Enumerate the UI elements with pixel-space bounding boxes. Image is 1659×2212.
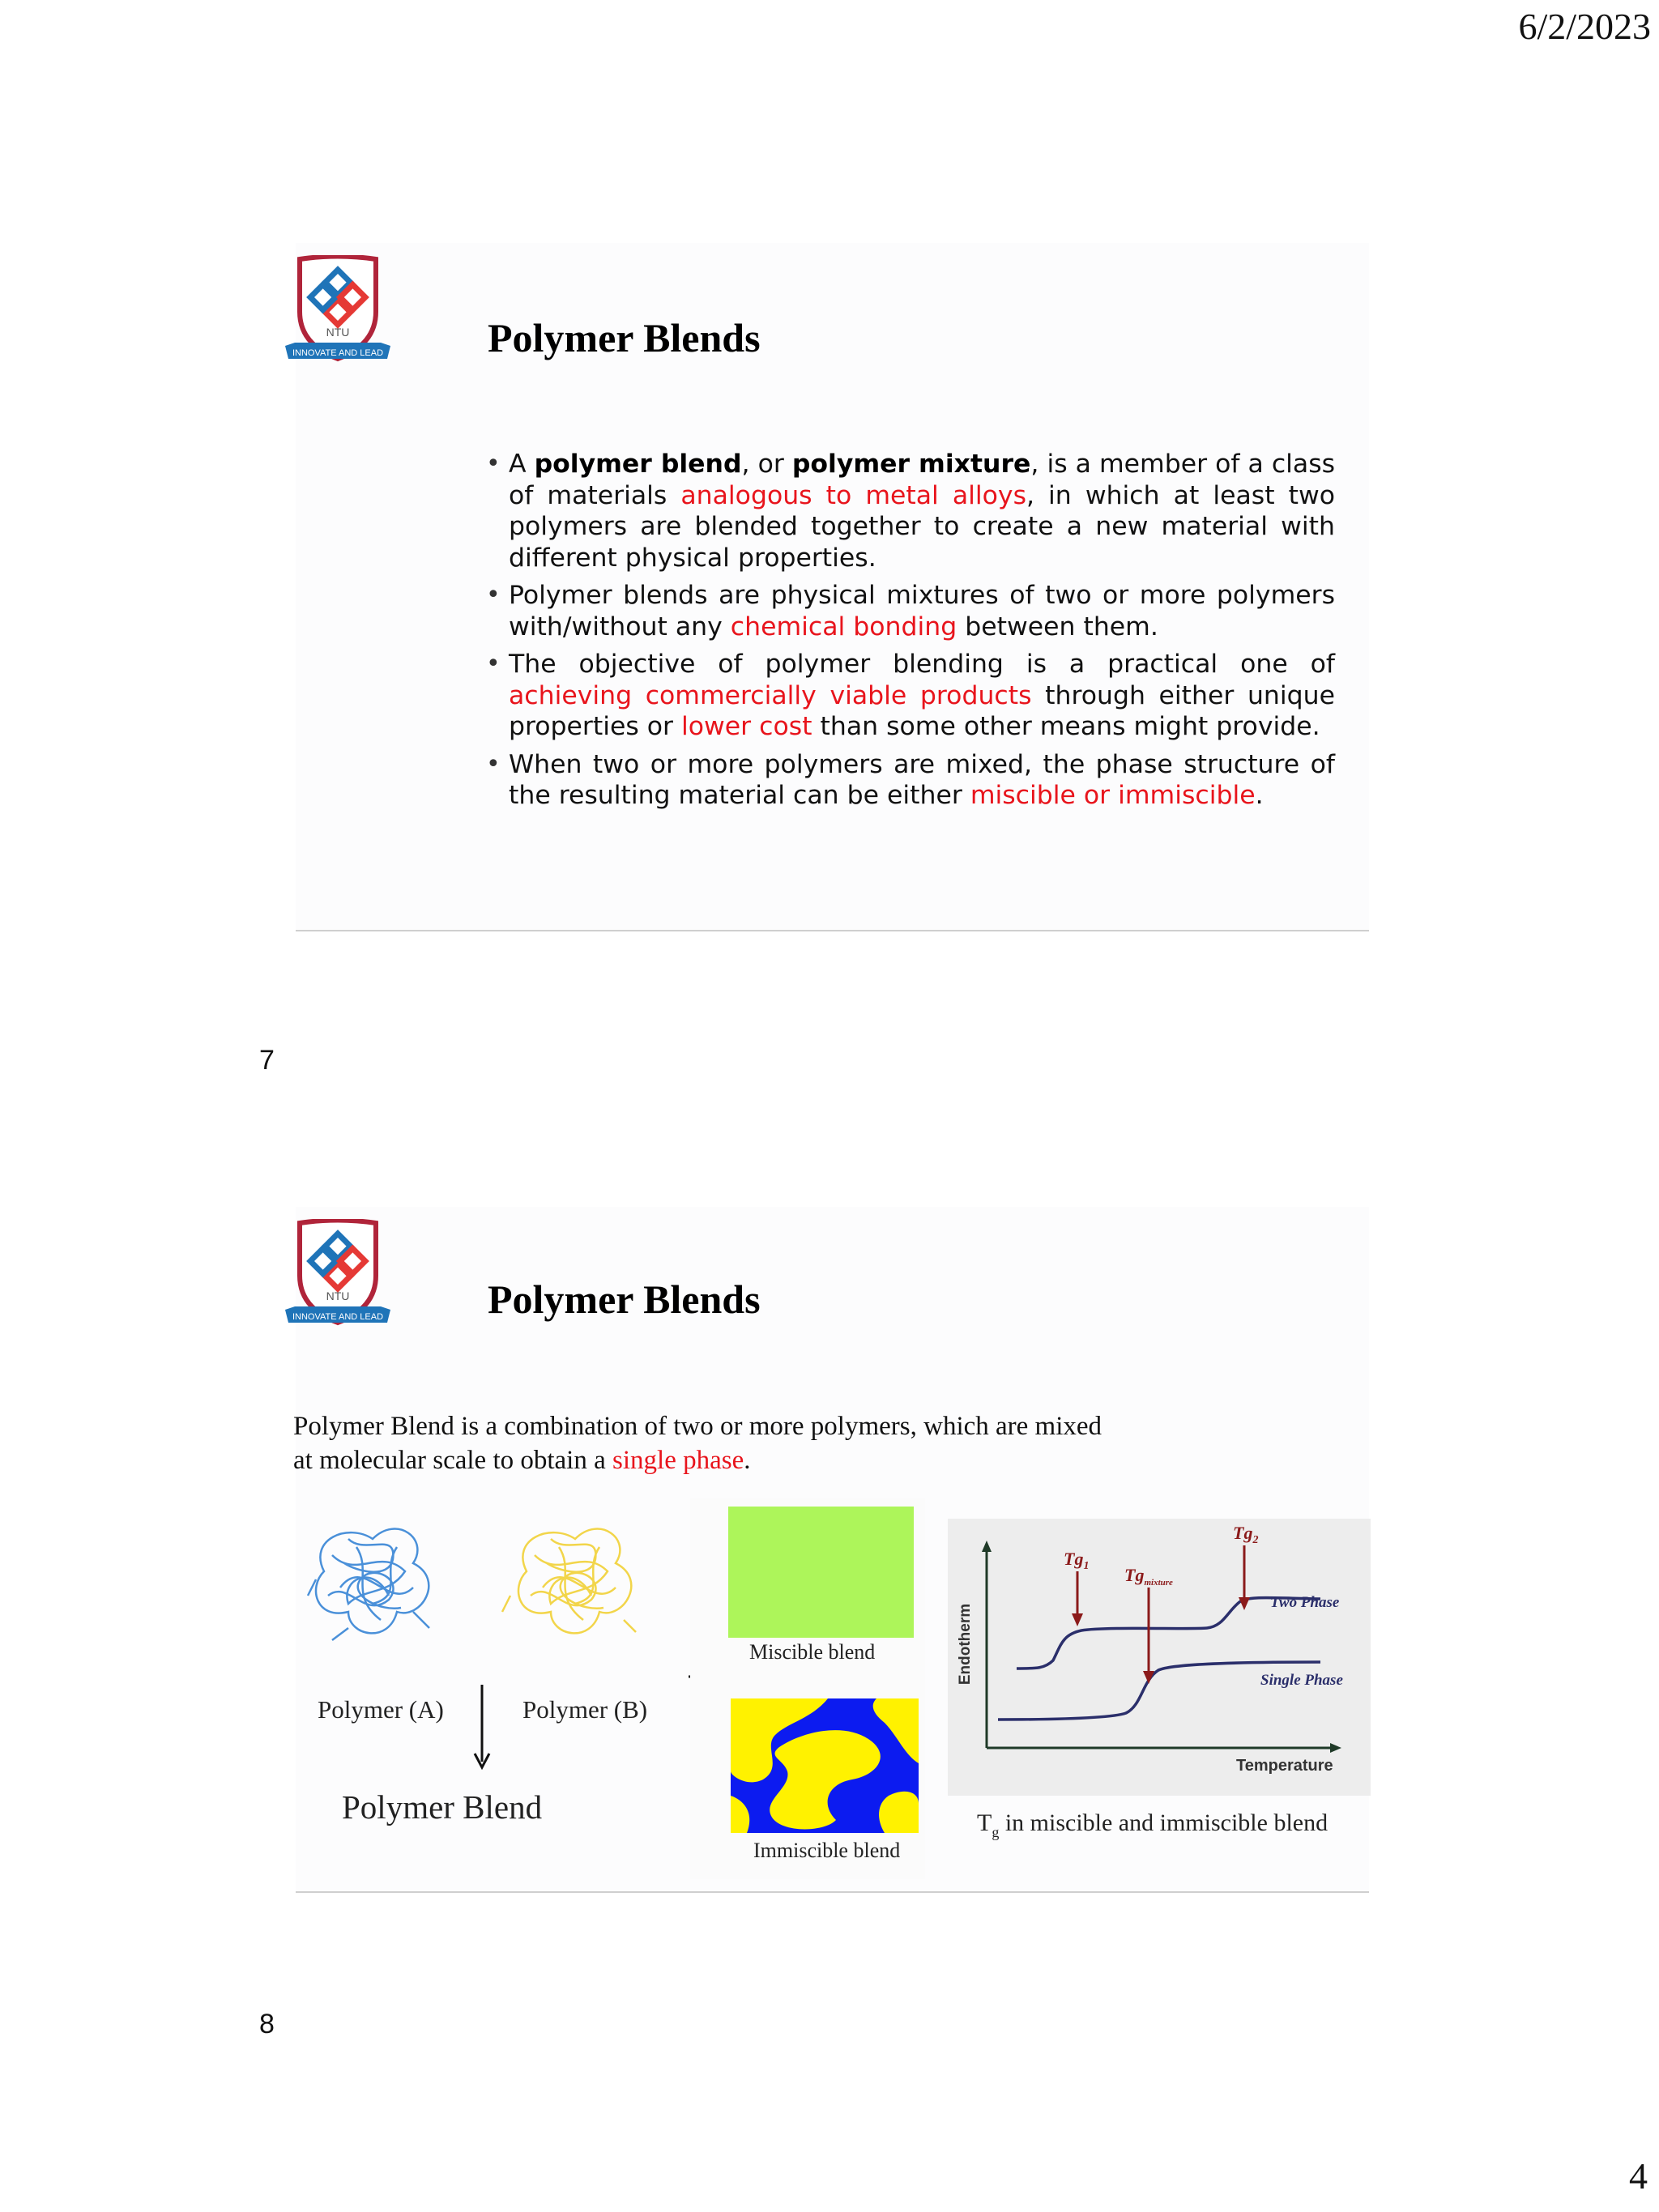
highlight-text: chemical bonding — [730, 612, 957, 641]
highlight-text: single phase — [612, 1446, 744, 1475]
polymer-blend-diagram — [300, 1507, 697, 1847]
logo-initials: NTU — [326, 1289, 350, 1302]
highlight-text: lower cost — [681, 712, 812, 741]
slide-7-divider — [296, 930, 1369, 931]
header-date: 6/2/2023 — [1518, 6, 1651, 47]
two-phase-label: Two Phase — [1270, 1594, 1340, 1611]
page-number: 4 — [1629, 2155, 1648, 2197]
intro-line-2 — [293, 1443, 1265, 1477]
bullet-text: The objective of polymer blending is a practical one of — [509, 650, 1335, 679]
tg-dsc-diagram — [948, 1515, 1372, 1855]
intro-line-1: Polymer Blend is a combination of two or more polymers, which are mixed — [293, 1412, 1102, 1441]
y-axis-label: Endotherm — [957, 1603, 974, 1686]
logo-motto: INNOVATE AND LEAD — [292, 1312, 384, 1322]
bullet-text: than some other means might provide. — [812, 712, 1320, 741]
bullet-item — [489, 449, 1335, 573]
bullet-text: A — [509, 450, 535, 479]
slide-8-title: Polymer Blends — [488, 1276, 761, 1322]
bullet-item — [489, 649, 1335, 743]
bullet-text: through either unique properties or — [509, 680, 1335, 741]
x-axis-label: Temperature — [1236, 1757, 1333, 1775]
bullet-text: , or — [741, 450, 792, 479]
miscible-blend-label: Miscible blend — [749, 1640, 876, 1664]
slide-number: 7 — [259, 1045, 275, 1076]
bullet-item — [489, 749, 1335, 812]
bold-term-polymer-blend: polymer blend — [534, 450, 742, 479]
tg2-label: $Tg_2$ — [1233, 1523, 1259, 1546]
logo-initials: NTU — [326, 326, 350, 339]
polymer-b-label: Polymer (B) — [522, 1695, 648, 1724]
ntu-logo — [285, 1219, 390, 1340]
bullet-text: Polymer blends are physical mixtures of two or more polymers with/without any — [509, 581, 1335, 641]
bold-term-polymer-mixture: polymer mixture — [791, 450, 1031, 479]
dsc-caption: $T_g$ in miscible and immiscible blend — [977, 1809, 1328, 1840]
ntu-logo — [285, 255, 390, 377]
bullet-text: , is a member of a class of materials — [509, 450, 1336, 510]
immiscible-blend-swatch — [731, 1698, 919, 1833]
polymer-a-coil-icon — [308, 1529, 429, 1640]
polymer-a-label: Polymer (A) — [318, 1695, 444, 1724]
slide-7-title: Polymer Blends — [488, 315, 761, 360]
slide-8-divider — [296, 1891, 1369, 1893]
tgmix-label: $Tg_{mixture}$ — [1124, 1565, 1173, 1588]
polymer-b-coil-icon — [502, 1529, 636, 1634]
slide-number: 8 — [259, 2009, 275, 2039]
intro-text: at molecular scale to obtain a — [293, 1446, 613, 1475]
highlight-text: miscible or immiscible — [970, 781, 1256, 810]
tg1-label: $Tg_1$ — [1064, 1549, 1090, 1572]
immiscible-blend-label: Immiscible blend — [753, 1839, 901, 1862]
logo-motto: INNOVATE AND LEAD — [292, 348, 384, 358]
single-phase-label: Single Phase — [1260, 1672, 1343, 1689]
highlight-text: analogous to metal alloys — [680, 480, 1026, 510]
bullet-text: . — [1255, 781, 1264, 810]
bullet-text: , in which at least two polymers are blended together to create a new material with different physical properties. — [509, 480, 1335, 573]
highlight-text: achieving commercially viable products — [509, 680, 1032, 710]
miscible-blend-swatch — [728, 1507, 914, 1638]
bullet-item — [489, 580, 1335, 642]
slide-7-bullet-list — [489, 449, 1335, 818]
bullet-text: When two or more polymers are mixed, the phase structure of the resulting material can be either — [509, 749, 1335, 810]
slide-8-intro — [293, 1409, 1265, 1477]
polymer-blend-label: Polymer Blend — [342, 1788, 543, 1826]
bullet-text: between them. — [957, 612, 1158, 641]
intro-text: . — [744, 1446, 751, 1475]
